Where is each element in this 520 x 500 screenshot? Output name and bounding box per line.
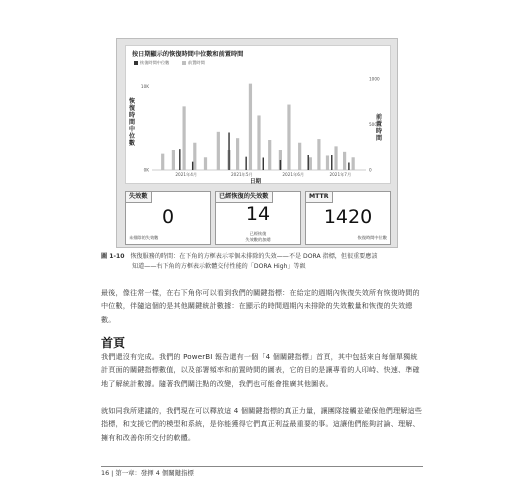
stat-card-mttr-label: MTTR — [306, 192, 333, 203]
y-left-tick-label: 0K — [143, 167, 149, 173]
recovery-time-bar — [245, 157, 246, 170]
x-tick-label: 2021年5月 — [231, 172, 253, 177]
stat-card-mttr — [305, 191, 391, 245]
lead-time-bar — [172, 150, 175, 170]
stat-card-mttr-value: 1420 — [323, 206, 373, 228]
lead-time-bar — [161, 154, 164, 170]
lead-time-bar — [343, 152, 346, 170]
figure-caption — [101, 252, 423, 272]
x-axis-label: 日期 — [250, 179, 262, 185]
stat-card-failures-label: 失效數 — [126, 192, 152, 203]
caption-line-2: 知道——右下角的方框表示軟體交付性能的「DORA High」等級 — [132, 263, 306, 270]
lead-time-bar — [193, 143, 196, 170]
paragraph-3: 就如同我所建議的，我們現在可以釋放這 4 個關鍵指標的真正力量，讓團隊接觸並確保他們理解這些指標，和支援它們的模型和系統，是你能獲得它們真正利益最重要的事。這讓他們能夠討論、理解、擁有和改善你所交付的軟體。 — [101, 406, 422, 442]
stat-card-mttr-sub: 恢復時間中位數 — [357, 235, 387, 240]
recovery-time-bar — [228, 133, 229, 171]
lead-time-bar — [326, 155, 329, 170]
stat-card-recovered — [215, 191, 301, 245]
recovery-time-bar — [348, 163, 349, 171]
lead-time-bar — [268, 140, 271, 170]
stat-card-failures — [125, 191, 211, 245]
lead-time-bar — [204, 157, 207, 170]
y-left-tick-label: 10K — [140, 84, 149, 90]
legend-label-recovery: 恢復時間中位數 — [140, 60, 170, 65]
y-right-tick-label: 0 — [369, 167, 372, 173]
lead-time-bar — [334, 146, 337, 170]
recovery-time-bar — [263, 158, 264, 171]
lead-time-bar — [298, 143, 301, 170]
stat-card-recovered-label: 已經恢復的失效數 — [216, 192, 273, 203]
paragraph-2: 我們還沒有完成。我們的 PowerBI 報告還有一個「4 個關鍵指標」首頁，其中包括來自每個單獨統計頁面的關鍵指標數值，以及部署頻率和前置時間的圖表，它的目的是讓專看的人印峙、快速、準確地了解統計數據。隨著我們關注點的改變，我們也可能會推廣其他圖表。 — [101, 352, 420, 388]
figure-number: 圖 1-10 — [101, 253, 125, 260]
section-heading: 首頁 — [101, 336, 126, 350]
y-right-tick-label: 500 — [369, 122, 377, 128]
lead-time-bar — [257, 115, 260, 170]
recovery-time-bar — [192, 162, 193, 170]
footer-rule — [101, 466, 423, 467]
recovery-time-bar — [308, 155, 309, 170]
stat-card-recovered-value: 14 — [245, 203, 271, 225]
chart-card — [125, 45, 391, 184]
paragraph-1: 最後，像往常一樣，在右下角你可以看到我們的關鍵指標：在給定的週期內恢復失效所有恢復時間的中位數，伴隨這個的是其他關鍵統計數據：在顯示的時間週期內未排除的失效數量和恢復的失效總數。 — [101, 288, 420, 324]
chart-plot — [126, 46, 390, 183]
legend-label-leadtime: 前置時間 — [188, 60, 205, 65]
x-tick-label: 2021年4月 — [175, 172, 198, 177]
lead-time-bar — [309, 157, 312, 170]
recovery-time-bar — [179, 149, 180, 170]
figure — [116, 38, 398, 248]
lead-time-bar — [183, 106, 186, 170]
y-axis-right-label: 前置時間 — [376, 114, 383, 142]
recovery-time-bar — [331, 155, 332, 170]
lead-time-bar — [217, 132, 220, 170]
chart-title: 按日期顯示的恢復時間中位數和前置時間 — [132, 51, 244, 58]
lead-time-bar — [352, 157, 355, 170]
lead-time-bar — [236, 138, 239, 170]
caption-line-1: 恢復服務的時間：在下角的方框表示零個未排除的失效——不是 DORA 指標，但很重要應該 — [130, 253, 378, 260]
y-right-tick-label: 1000 — [369, 76, 380, 82]
stat-card-recovered-sub: 已經恢復 失效數的加總 — [245, 231, 271, 242]
x-tick-label: 2021年7月 — [329, 172, 352, 177]
x-tick-label: 2021年6月 — [282, 172, 305, 177]
stat-card-failures-value: 0 — [161, 206, 175, 228]
page-footer: 16 | 第一章：發揮 4 個關鍵指標 — [101, 469, 194, 477]
lead-time-bar — [287, 105, 290, 170]
y-axis-left-label: 恢復時間中位數 — [129, 98, 136, 147]
lead-time-bar — [317, 139, 320, 170]
lead-time-bar — [249, 84, 252, 170]
stat-card-failures-sub: 未排除的失效數 — [129, 235, 159, 240]
recovery-time-bar — [280, 160, 281, 170]
